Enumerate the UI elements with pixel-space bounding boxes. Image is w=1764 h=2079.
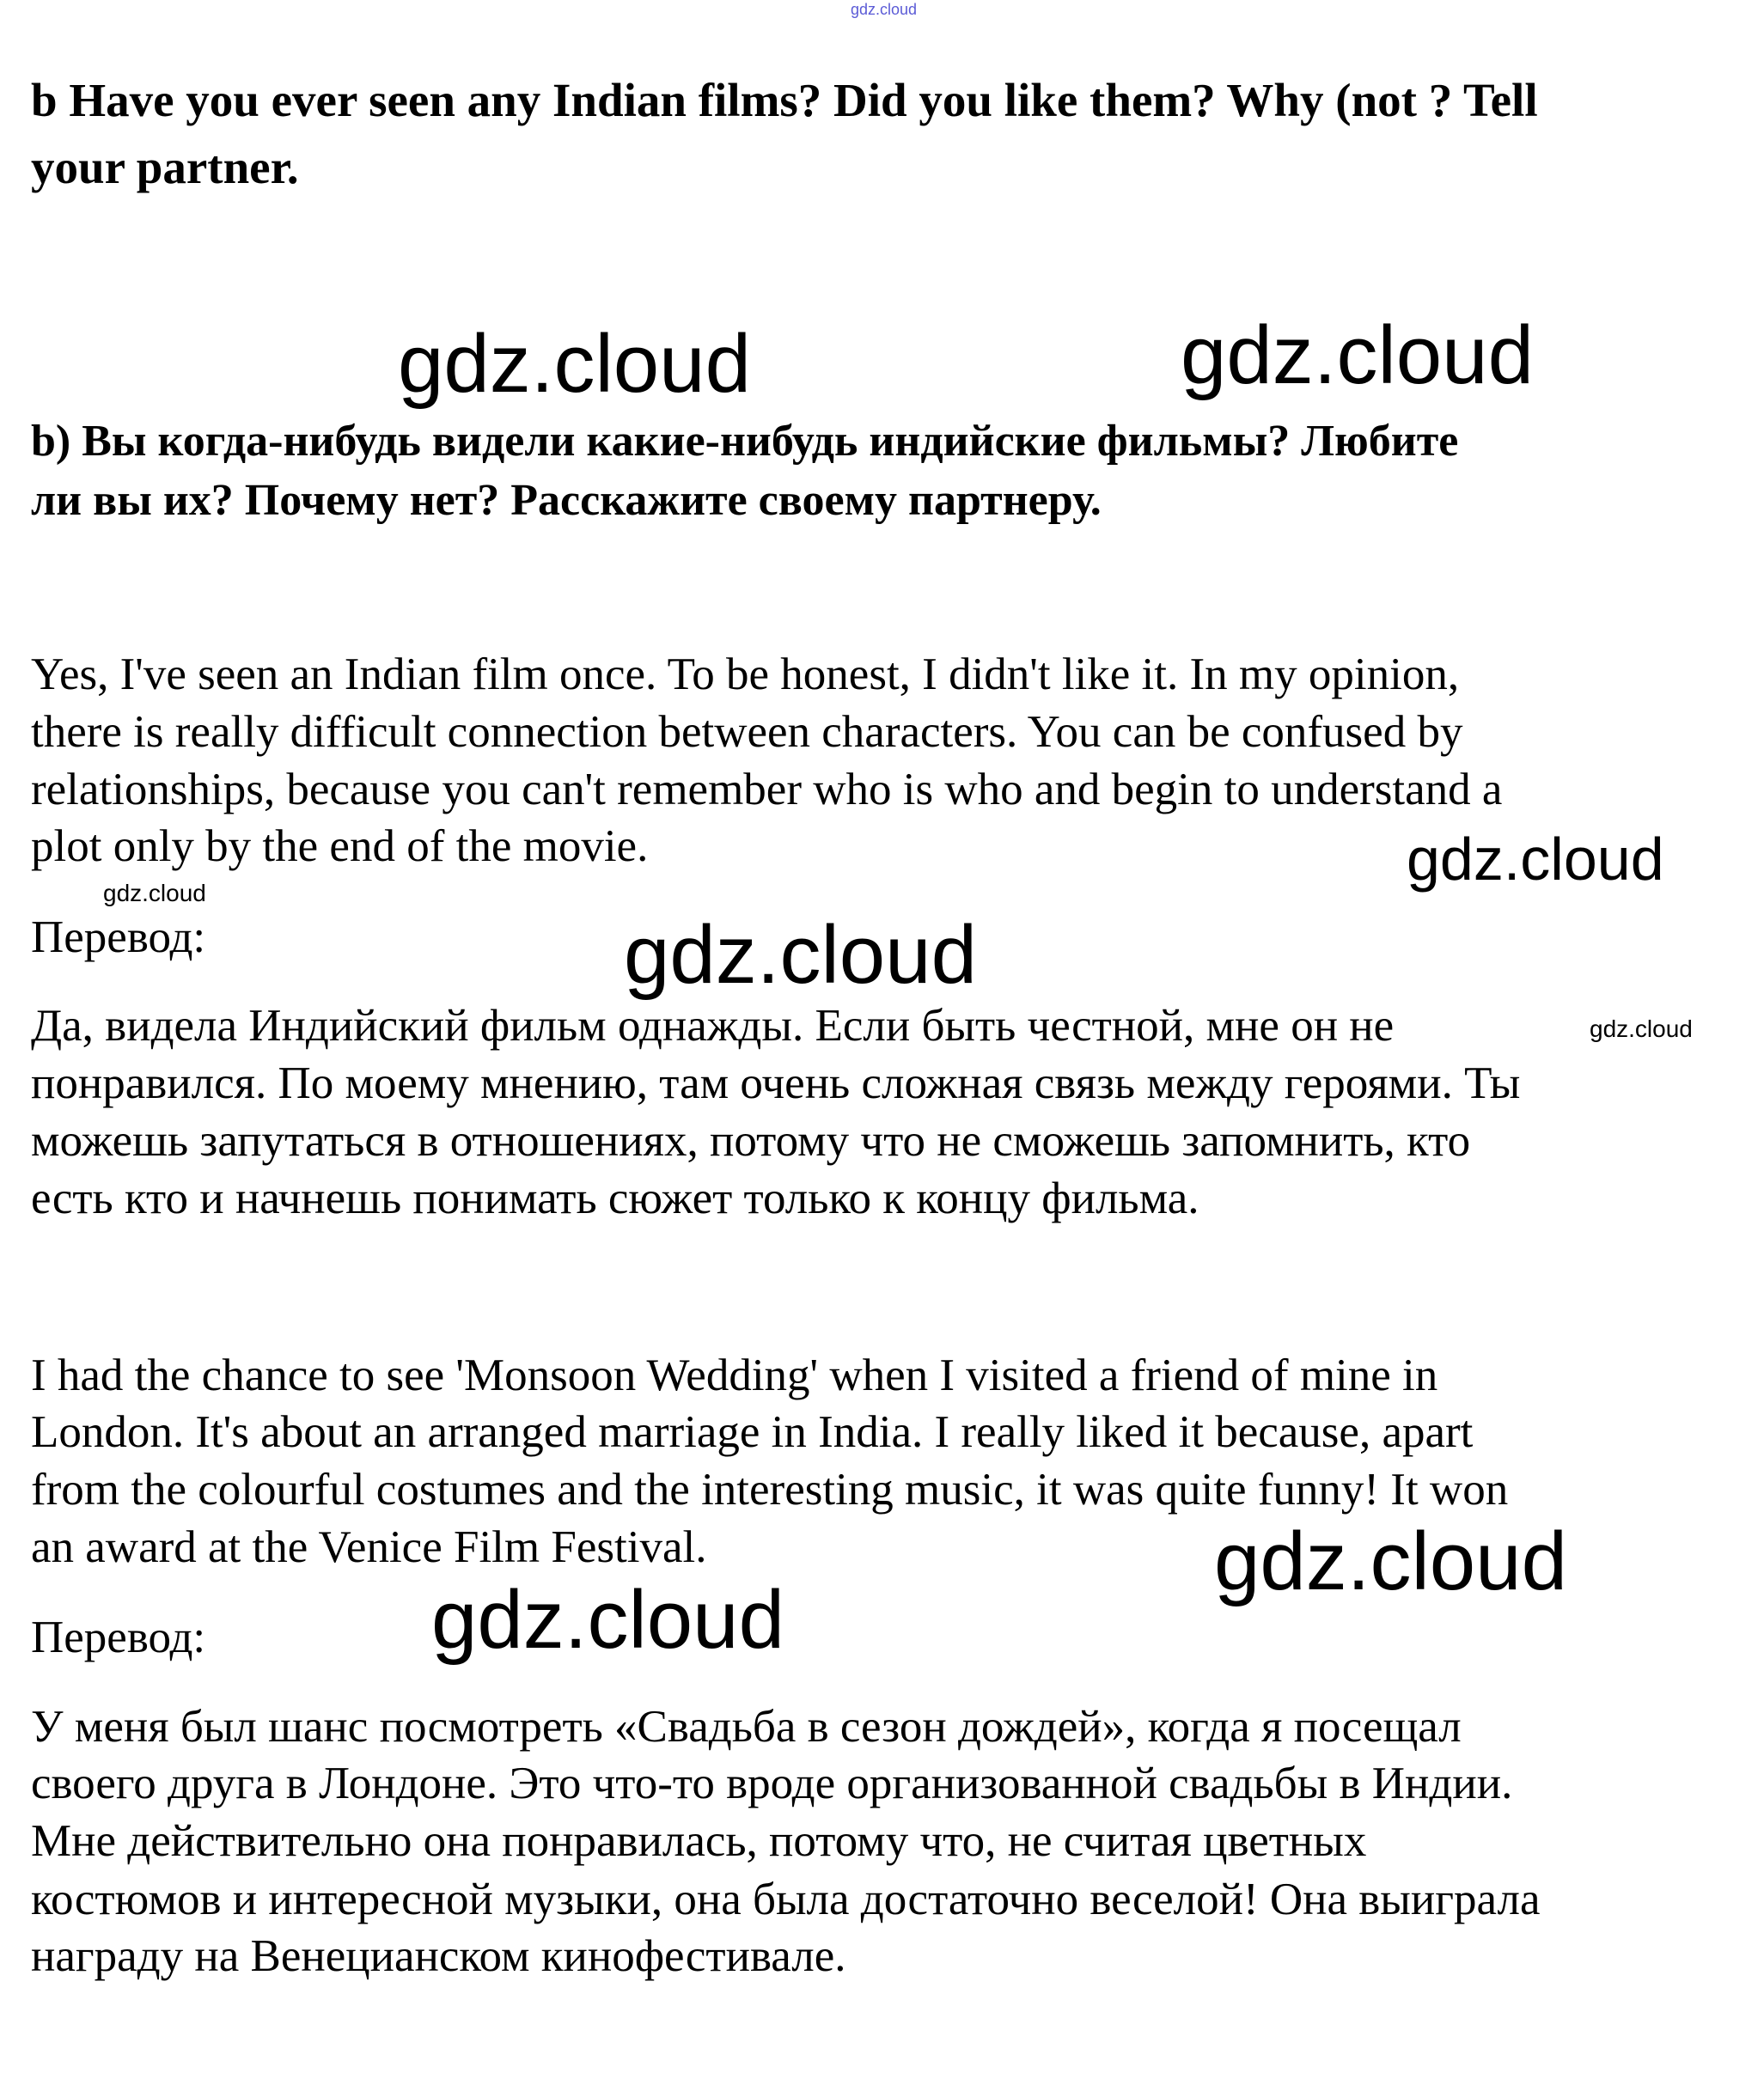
answer1-ru-line: есть кто и начнешь понимать сюжет только к концу фильма. — [31, 1174, 1199, 1223]
answer1-en-line: relationships, because you can't remember who is who and begin to understand a — [31, 765, 1503, 814]
question-ru-line: ли вы их? Почему нет? Расскажите своему партнеру. — [31, 476, 1102, 525]
answer2-en-line: an award at the Venice Film Festival. — [31, 1522, 707, 1572]
answer1-ru-line: можешь запутаться в отношениях, потому что не сможешь запомнить, кто — [31, 1116, 1471, 1166]
question-en-line: b Have you ever seen any Indian films? Did you like them? Why (not ? Tell — [31, 74, 1538, 126]
answer1-en-line: Yes, I've seen an Indian film once. To be honest, I didn't like it. In my opinion, — [31, 649, 1460, 699]
answer2-ru-line: У меня был шанс посмотреть «Свадьба в сезон дождей», когда я посещал — [31, 1702, 1462, 1752]
answer2-en-line: I had the chance to see 'Monsoon Wedding' when I visited a friend of mine in — [31, 1350, 1438, 1400]
question-en-line: your partner. — [31, 141, 299, 193]
answer2-ru-line: своего друга в Лондоне. Это что-то вроде организованной свадьбы в Индии. — [31, 1759, 1513, 1808]
answer2-ru-line: костюмов и интересной музыки, она была достаточно веселой! Она выиграла — [31, 1875, 1541, 1924]
answer2-ru-line: награду на Венецианском кинофестивале. — [31, 1931, 846, 1981]
answer2-ru-line: Мне действительно она понравилась, потому что, не считая цветных — [31, 1816, 1367, 1866]
translation-label: Перевод: — [31, 1613, 206, 1662]
watermark: gdz.cloud — [624, 909, 977, 1001]
translation-label: Перевод: — [31, 912, 206, 962]
answer1-ru-line: понравился. По моему мнению, там очень сложная связь между героями. Ты — [31, 1058, 1521, 1108]
watermark-top[interactable]: gdz.cloud — [851, 1, 918, 18]
watermark: gdz.cloud — [398, 318, 751, 410]
watermark-small: gdz.cloud — [103, 880, 206, 906]
watermark: gdz.cloud — [1407, 826, 1664, 893]
watermark: gdz.cloud — [1181, 309, 1534, 401]
answer1-en-line: there is really difficult connection between characters. You can be confused by — [31, 707, 1463, 757]
answer2-en-line: London. It's about an arranged marriage in India. I really liked it because, apart — [31, 1407, 1474, 1457]
answer2-en-line: from the colourful costumes and the interesting music, it was quite funny! It won — [31, 1465, 1509, 1515]
answer1-ru-line: Да, видела Индийский фильм однажды. Если быть честной, мне он не — [31, 1001, 1395, 1051]
watermark-small: gdz.cloud — [1590, 1015, 1693, 1042]
watermark: gdz.cloud — [1214, 1515, 1567, 1607]
question-ru-line: b) Вы когда-нибудь видели какие-нибудь индийские фильмы? Любите — [31, 417, 1459, 466]
answer1-en-line: plot only by the end of the movie. — [31, 821, 649, 871]
watermark: gdz.cloud — [431, 1574, 784, 1666]
